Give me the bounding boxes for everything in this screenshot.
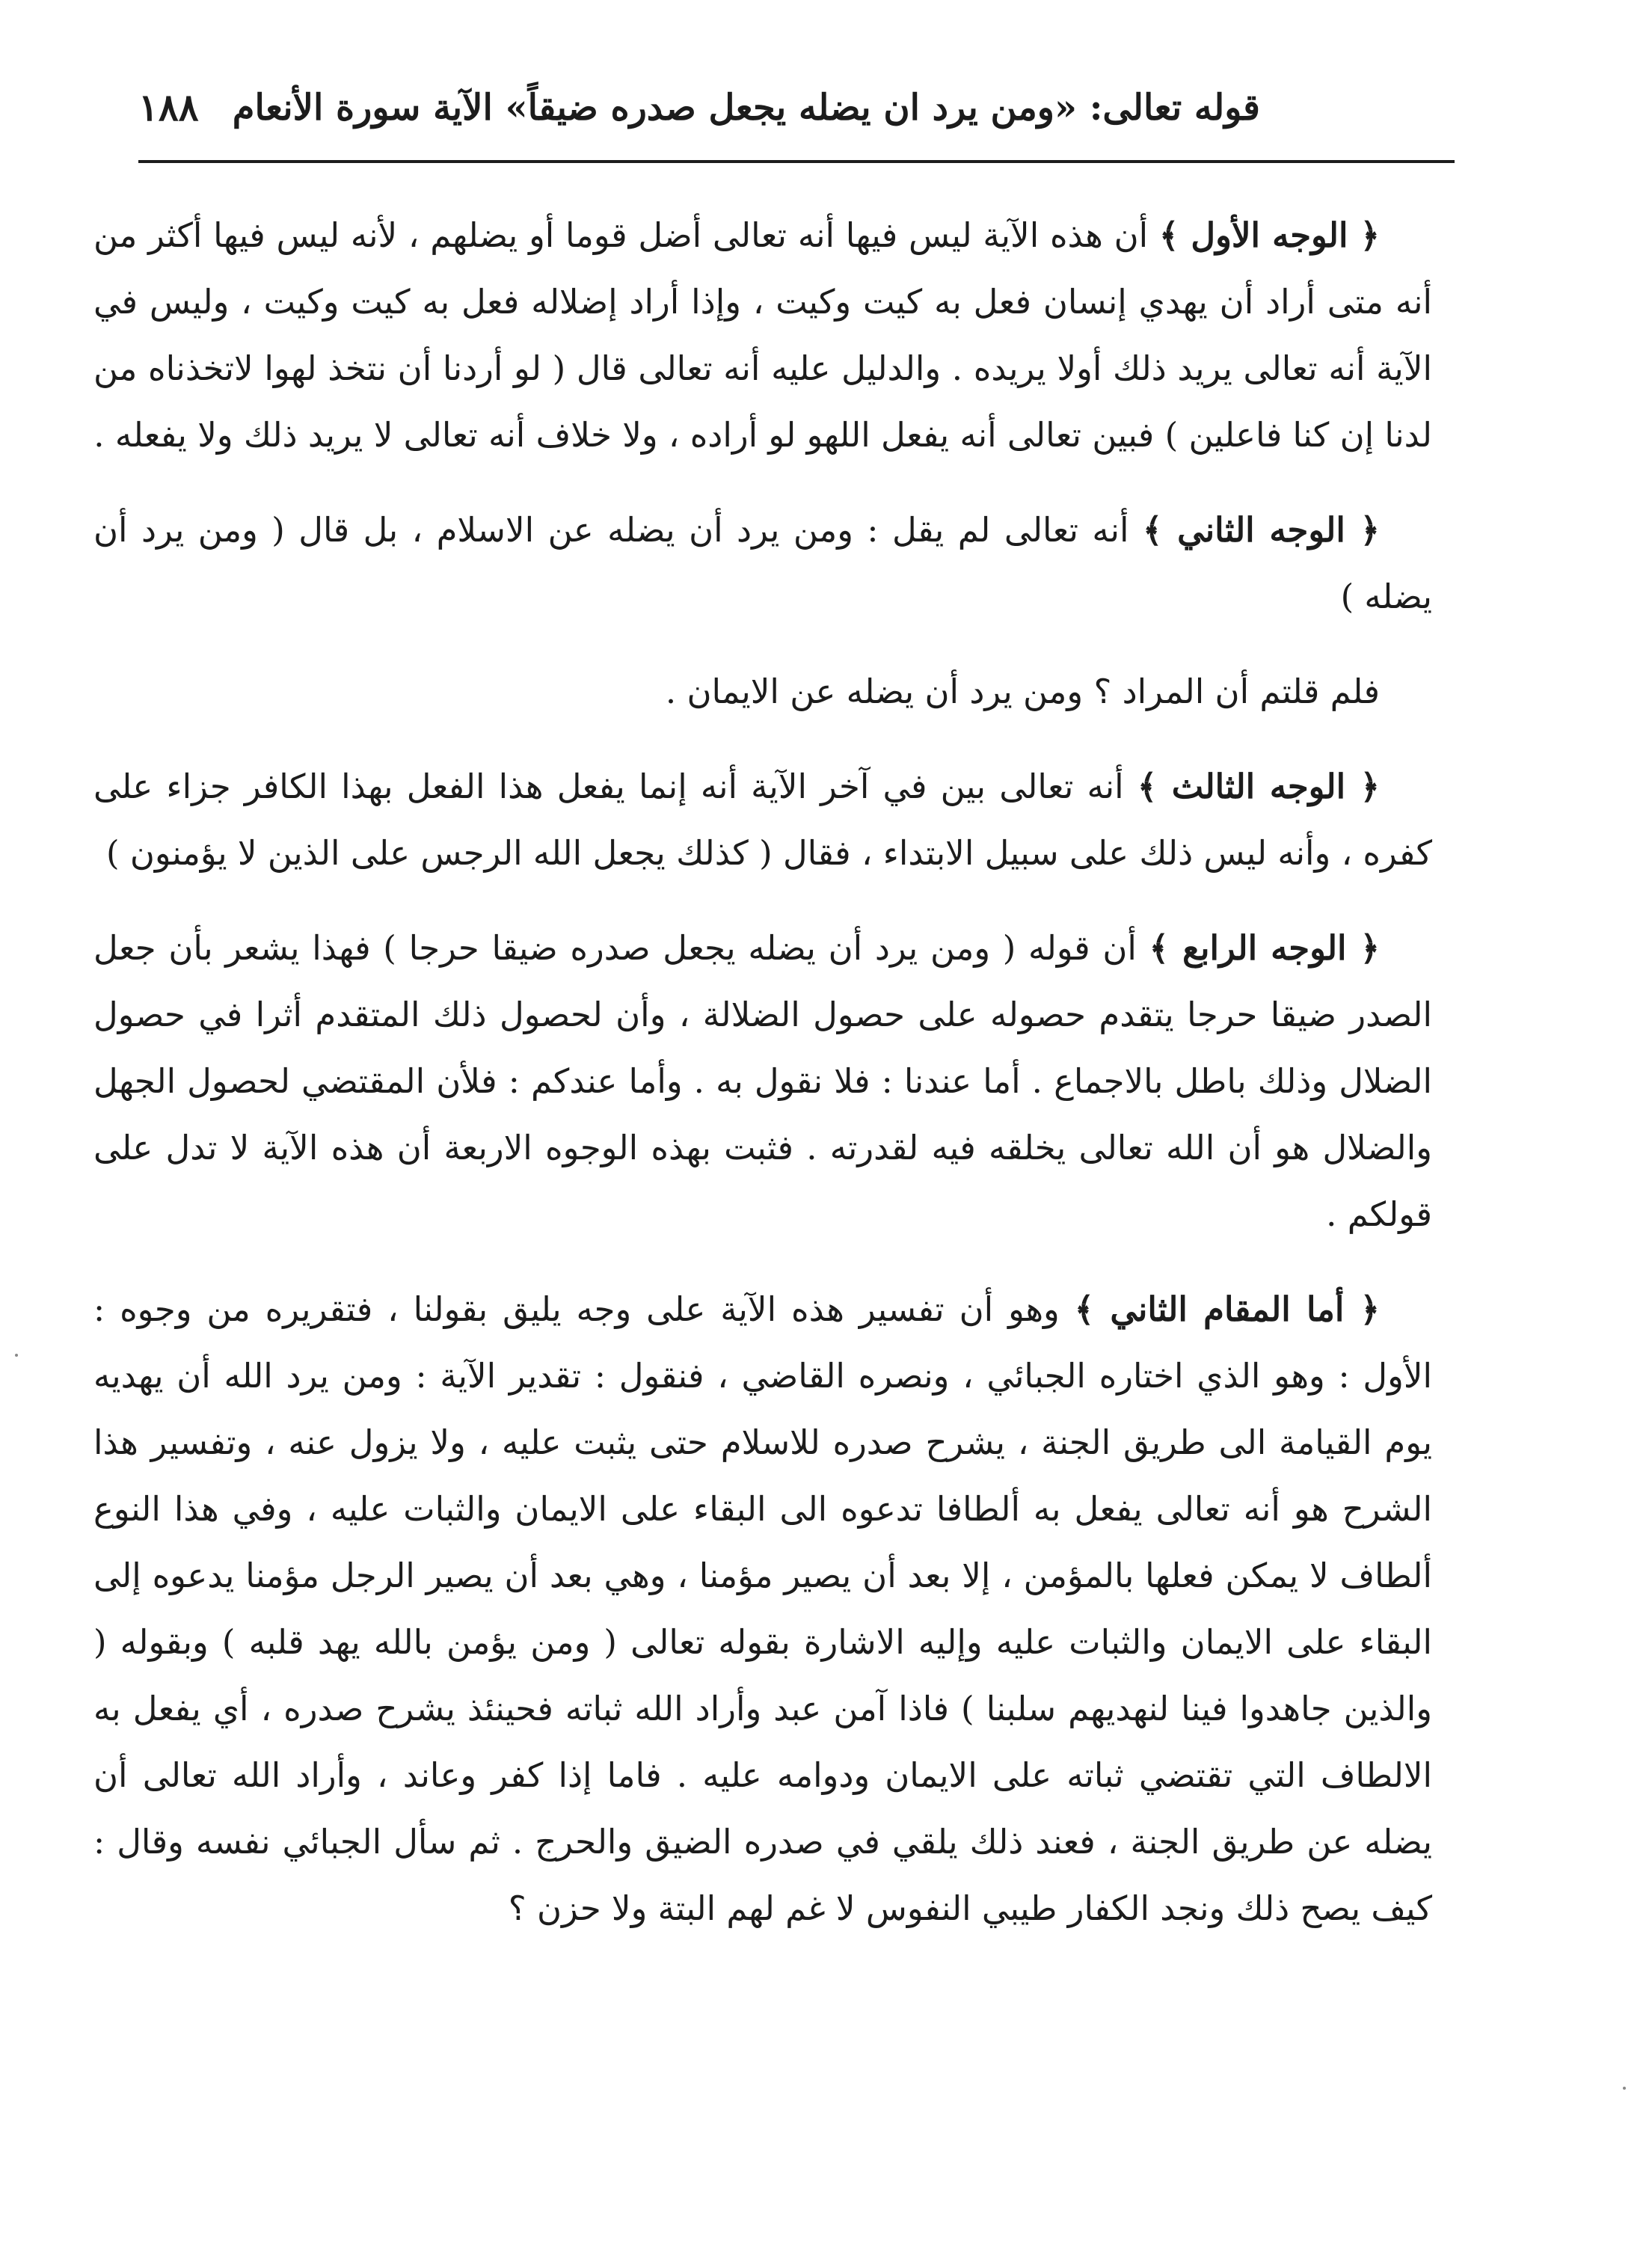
page-number: ١٨٨ (138, 85, 199, 129)
section-heading: ﴿ الوجه الأول ﴾ (1158, 215, 1380, 255)
section-heading: ﴿ الوجه الثالث ﴾ (1137, 767, 1380, 806)
paragraph-second-station (93, 1276, 1432, 1942)
paragraph-fourth-aspect (93, 915, 1432, 1248)
paragraph-second-aspect (93, 497, 1432, 630)
paragraph-text: وهو أن تفسير هذه الآية على وجه يليق بقولنا ، فتقريره من وجوه : الأول : وهو الذي اختاره الجبائي ، ونصره القاضي ، فنقول : تقدير الآية : ومن يرد الله أن يهديه يوم القيامة الى طريق الجنة ، يشرح صدره للاسلام حتى يثبت عليه ، ولا يزول عنه ، وتفسير هذا الشرح هو أنه تعالى يفعل به ألطافا تدعوه الى البقاء على الايمان والثبات عليه ، وفي هذا النوع ألطاف لا يمكن فعلها بالمؤمن ، إلا بعد أن يصير مؤمنا ، وهي بعد أن يصير الرجل مؤمنا يدعوه إلى البقاء على الايمان والثبات عليه وإليه الاشارة بقوله تعالى ( ومن يؤمن بالله يهد قلبه ) وبقوله ( والذين جاهدوا فينا لنهديهم سلبنا ) فاذا آمن عبد وأراد الله ثباته فحينئذ يشرح صدره ، أي يفعل به الالطاف التي تقتضي ثباته على الايمان ودوامه عليه . فاما إذا كفر وعاند ، وأراد الله تعالى أن يضله عن طريق الجنة ، فعند ذلك يلقي في صدره الضيق والحرج . ثم سأل الجبائي نفسه وقال : كيف يصح ذلك ونجد الكفار طيبي النفوس لا غم لهم البتة ولا حزن ؟ (93, 1289, 1432, 1928)
scan-speck (1623, 2087, 1626, 2090)
scan-speck (15, 1354, 18, 1357)
section-heading: ﴿ الوجه الثاني ﴾ (1142, 510, 1380, 550)
header-rule (138, 160, 1455, 163)
paragraph-text: أن قوله ( ومن يرد أن يضله يجعل صدره ضيقا حرجا ) فهذا يشعر بأن جعل الصدر ضيقا حرجا يتقدم حصوله على حصول الضلالة ، وأن لحصول ذلك المتقدم أثرا في حصول الضلال وذلك باطل بالاجماع . أما عندنا : فلا نقول به . وأما عندكم : فلأن المقتضي لحصول الجهل والضلال هو أن الله تعالى يخلقه فيه لقدرته . فثبت بهذه الوجوه الاربعة أن هذه الآية لا تدل على قولكم . (93, 928, 1432, 1234)
paragraph-text: أنه تعالى لم يقل : ومن يرد أن يضله عن الاسلام ، بل قال ( ومن يرد أن يضله ) (93, 510, 1432, 616)
paragraph-first-aspect (93, 202, 1432, 468)
paragraph-text: فلم قلتم أن المراد ؟ ومن يرد أن يضله عن الايمان . (665, 672, 1380, 711)
section-heading: ﴿ الوجه الرابع ﴾ (1149, 928, 1380, 968)
paragraph-third-aspect (93, 753, 1432, 886)
paragraph-text: أن هذه الآية ليس فيها أنه تعالى أضل قوما أو يضلهم ، لأنه ليس فيها أكثر من أنه متى أراد أن يهدي إنسان فعل به كيت وكيت ، وإذا أراد إضلاله فعل به كيت وكيت ، وليس في الآية أنه تعالى يريد ذلك أولا يريده . والدليل عليه أنه تعالى قال ( لو أردنا أن نتخذ لهوا لاتخذناه من لدنا إن كنا فاعلين ) فبين تعالى أنه يفعل اللهو لو أراده ، ولا خلاف أنه تعالى لا يريد ذلك ولا يفعله . (93, 215, 1432, 455)
body-text (93, 202, 1432, 1970)
section-heading: ﴿ أما المقام الثاني ﴾ (1074, 1289, 1380, 1329)
paragraph-text: أنه تعالى بين في آخر الآية أنه إنما يفعل هذا الفعل بهذا الكافر جزاء على كفره ، وأنه ليس ذلك على سبيل الابتداء ، فقال ( كذلك يجعل الله الرجس على الذين لا يؤمنون ) (93, 767, 1432, 873)
running-header (138, 82, 1455, 150)
page-title: قوله تعالى: «ومن يرد ان يضله يجعل صدره ضيقاً» الآية سورة الأنعام (232, 87, 1260, 129)
paragraph-question (93, 658, 1432, 725)
